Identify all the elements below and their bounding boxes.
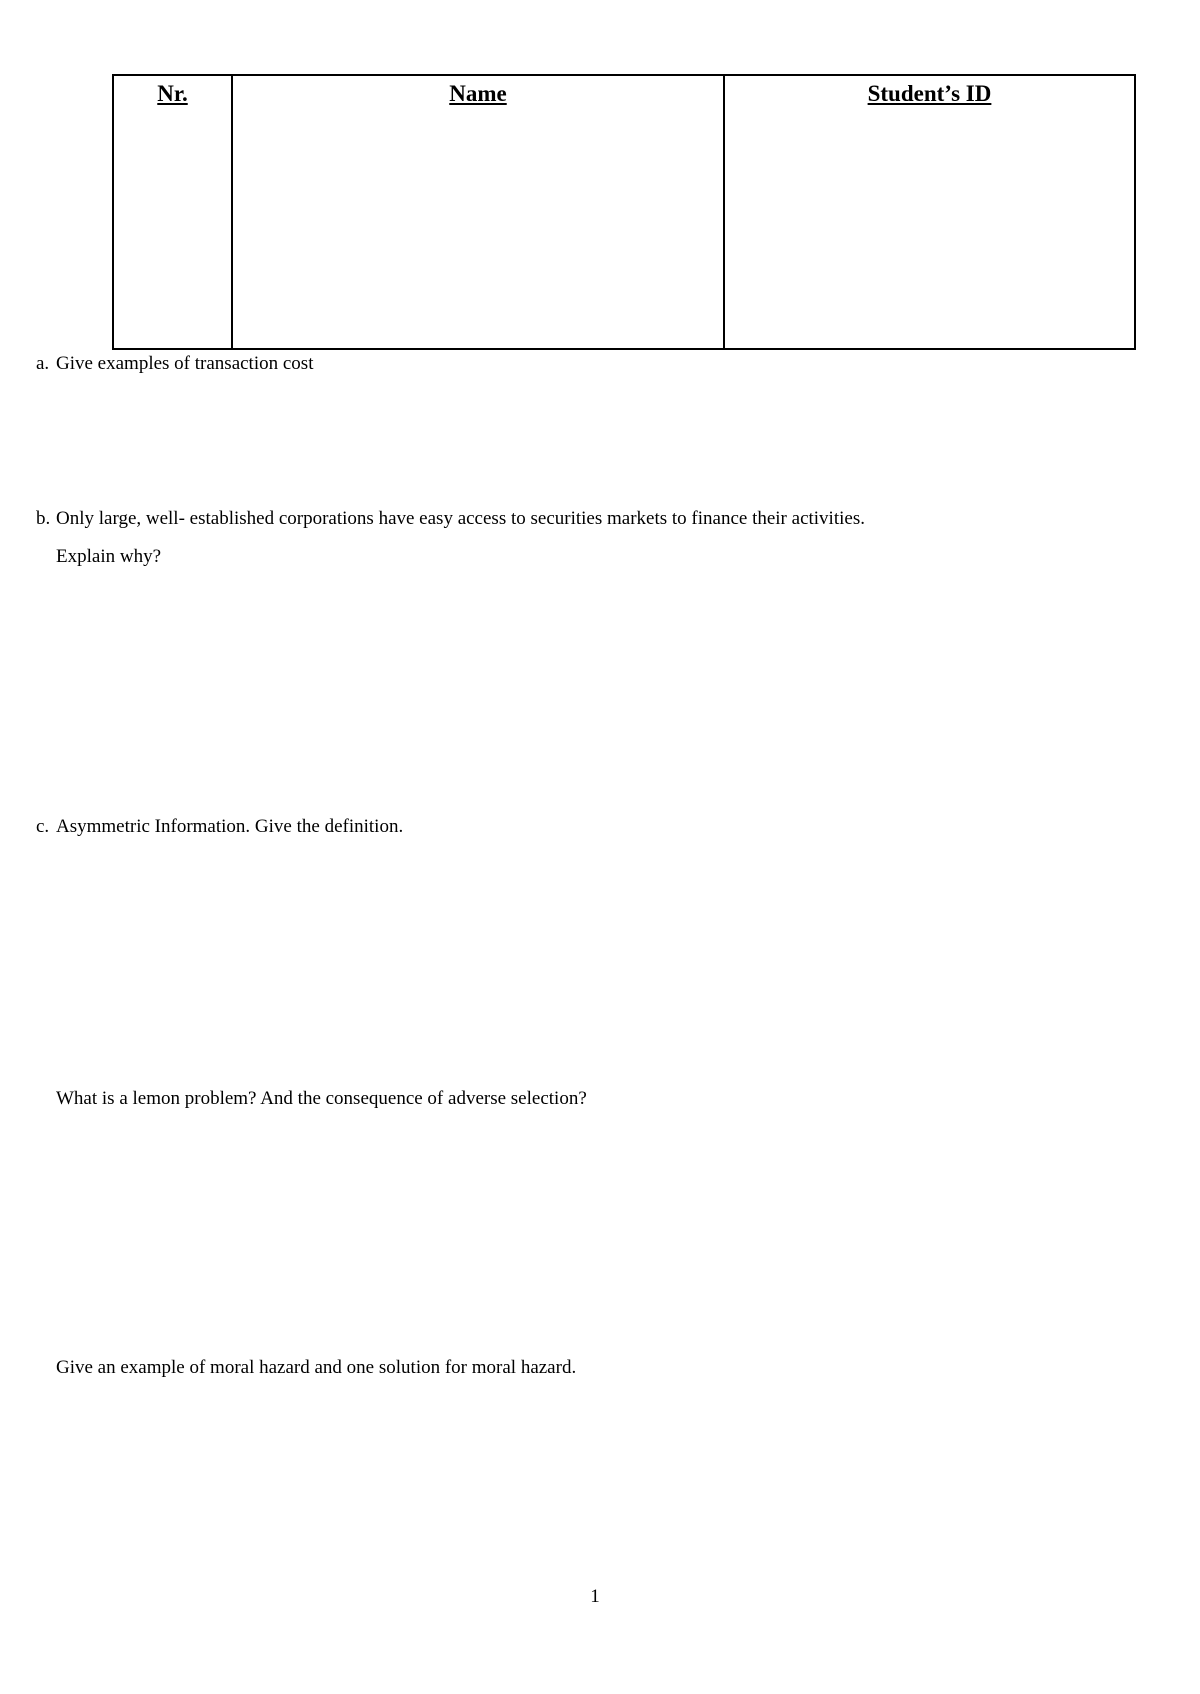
question-b-line2: Explain why? — [56, 546, 162, 567]
question-c-text: Asymmetric Information. Give the definition. — [56, 816, 404, 837]
question-a — [36, 345, 313, 382]
question-b — [36, 500, 865, 537]
question-b-line1: Only large, well- established corporations have easy access to securities markets to finance their activities. — [56, 508, 865, 529]
header-student-id: Student’s ID — [724, 75, 1135, 349]
student-info-table — [112, 74, 1136, 350]
table-header-row — [113, 75, 1135, 349]
question-a-text: Give examples of transaction cost — [56, 353, 314, 374]
header-nr: Nr. — [113, 75, 232, 349]
question-moral-hazard: Give an example of moral hazard and one solution for moral hazard. — [56, 1357, 577, 1378]
page-number: 1 — [590, 1586, 600, 1607]
question-c — [36, 808, 403, 845]
question-c-marker: c. — [36, 816, 50, 837]
question-lemon-problem: What is a lemon problem? And the consequence of adverse selection? — [56, 1088, 587, 1109]
header-name: Name — [232, 75, 724, 349]
question-a-marker: a. — [36, 353, 50, 374]
question-b-marker: b. — [36, 508, 51, 529]
